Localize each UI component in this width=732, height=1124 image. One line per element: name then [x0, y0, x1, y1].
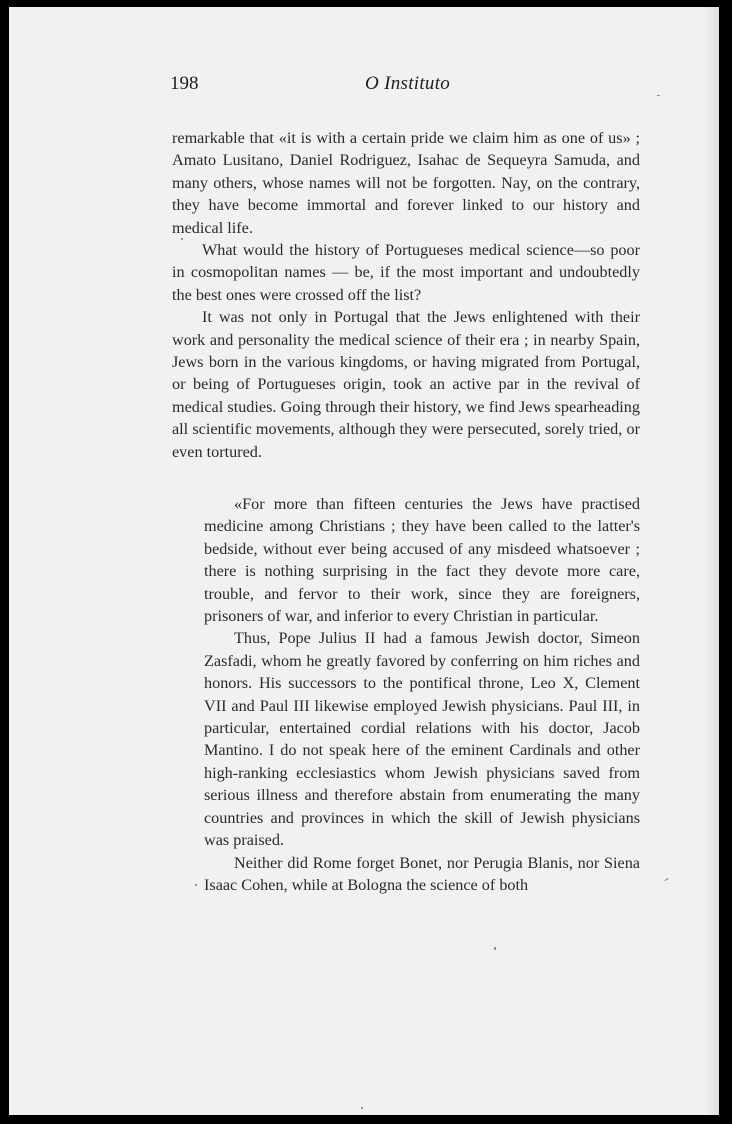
block-quote: [204, 493, 640, 896]
running-head: O Instituto: [365, 73, 451, 94]
page-edge-shadow: [705, 7, 719, 1115]
quote-paragraph-popes: Thus, Pope Julius II had a famous Jewish doctor, Simeon Zasfadi, whom he greatly favored by conferring on him riches and honors. His successors to the pontifical throne, Leo X, Clement VII and Paul III likewise employed Jewish physicians. Paul III, in particular, entertained cordial relations with his doctor, Jacob Mantino. I do not speak here of the eminent Cardinals and other high-ranking ecclesiastics whom Jewish physicians saved from serious illness and therefore abstain from enumerating the many countries and provinces in which the skill of Jewish physicians was praised.: [204, 629, 640, 850]
scanned-page: [9, 7, 719, 1115]
body-text: [172, 127, 640, 463]
paragraph-continuation: remarkable that «it is with a certain pride we claim him as one of us» ; Amato Lusitano, Daniel Rodriguez, Isahac de Sequeyra Samuda, and many others, whose names will not be forgotten. Nay, on the contrary, they have become immortal and forever linked to our history and medical life.: [172, 129, 640, 237]
page-header: [9, 73, 719, 103]
quote-paragraph-cities: Neither did Rome forget Bonet, nor Perugia Blanis, nor Siena Isaac Cohen, while at Bologna the science of both: [204, 853, 640, 894]
paragraph-spain-jews: It was not only in Portugal that the Jews enlightened with their work and personality the medical science of their era ; in nearby Spain, Jews born in the various kingdoms, or having migrated from Portugal, or being of Portugueses origin, took an active par in the revival of medical studies. Going through their history, we find Jews spearheading all scientific movements, although they were persecuted, sorely tried, or even tortured.: [172, 308, 640, 461]
page-number: 198: [170, 73, 199, 94]
quote-paragraph-centuries: «For more than fifteen centuries the Jews have practised medicine among Christians ; they have been called to the latter's bedside, without ever being accused of any misdeed whatsoever ; there is nothing surprising in the fact they devote more care, trouble, and fervor to their work, since they are foreigners, prisoners of war, and inferior to every Christian in particular.: [204, 495, 640, 626]
paragraph-history-question: What would the history of Portugueses medical science—so poor in cosmopolitan names — be, if the most important and undoubtedly the best ones were crossed off the list?: [172, 241, 640, 304]
